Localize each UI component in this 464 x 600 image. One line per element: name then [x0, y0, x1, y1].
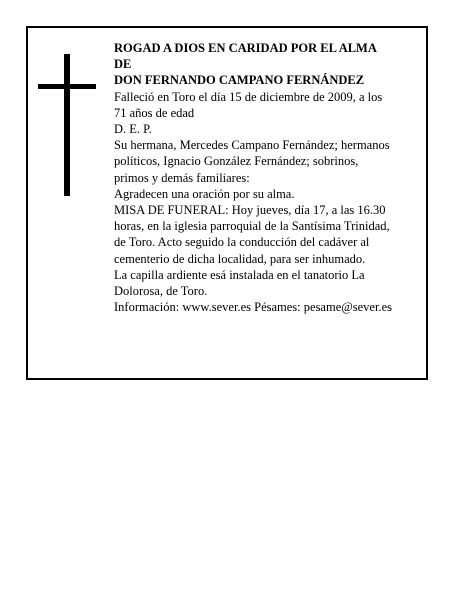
body-line: primos y demás familiares: [114, 170, 250, 185]
contact-line: Información: www.sever.es Pésames: pesame@sever.es [114, 300, 392, 315]
body-line: Dolorosa, de Toro. [114, 284, 208, 299]
heading-line-1: ROGAD A DIOS EN CARIDAD POR EL ALMA [114, 41, 377, 55]
body-line: de Toro. Acto seguido la conducción del cadáver al [114, 235, 370, 250]
body-line: D. E. P. [114, 122, 152, 137]
body-line: Falleció en Toro el día 15 de diciembre de 2009, a los [114, 89, 383, 104]
body-line: MISA DE FUNERAL: Hoy jueves, día 17, a las 16.30 [114, 203, 386, 218]
body-line: La capilla ardiente esá instalada en el tanatorio La [114, 267, 365, 282]
body-line: horas, en la iglesia parroquial de la Santísima Trinidad, [114, 219, 390, 234]
cross-icon [64, 54, 70, 196]
body-line: políticos, Ignacio González Fernández; sobrinos, [114, 154, 359, 169]
body-line: Su hermana, Mercedes Campano Fernández; hermanos [114, 138, 390, 153]
obituary-text [114, 40, 426, 315]
body-line: cementerio de dicha localidad, para ser inhumado. [114, 251, 366, 266]
heading-line-2: DE [114, 57, 132, 72]
deceased-name: DON FERNANDO CAMPANO FERNÁNDEZ [114, 73, 365, 88]
body-line: Agradecen una oración por su alma. [114, 186, 295, 201]
body-line: 71 años de edad [114, 105, 195, 120]
cross-icon-bar [38, 84, 96, 89]
